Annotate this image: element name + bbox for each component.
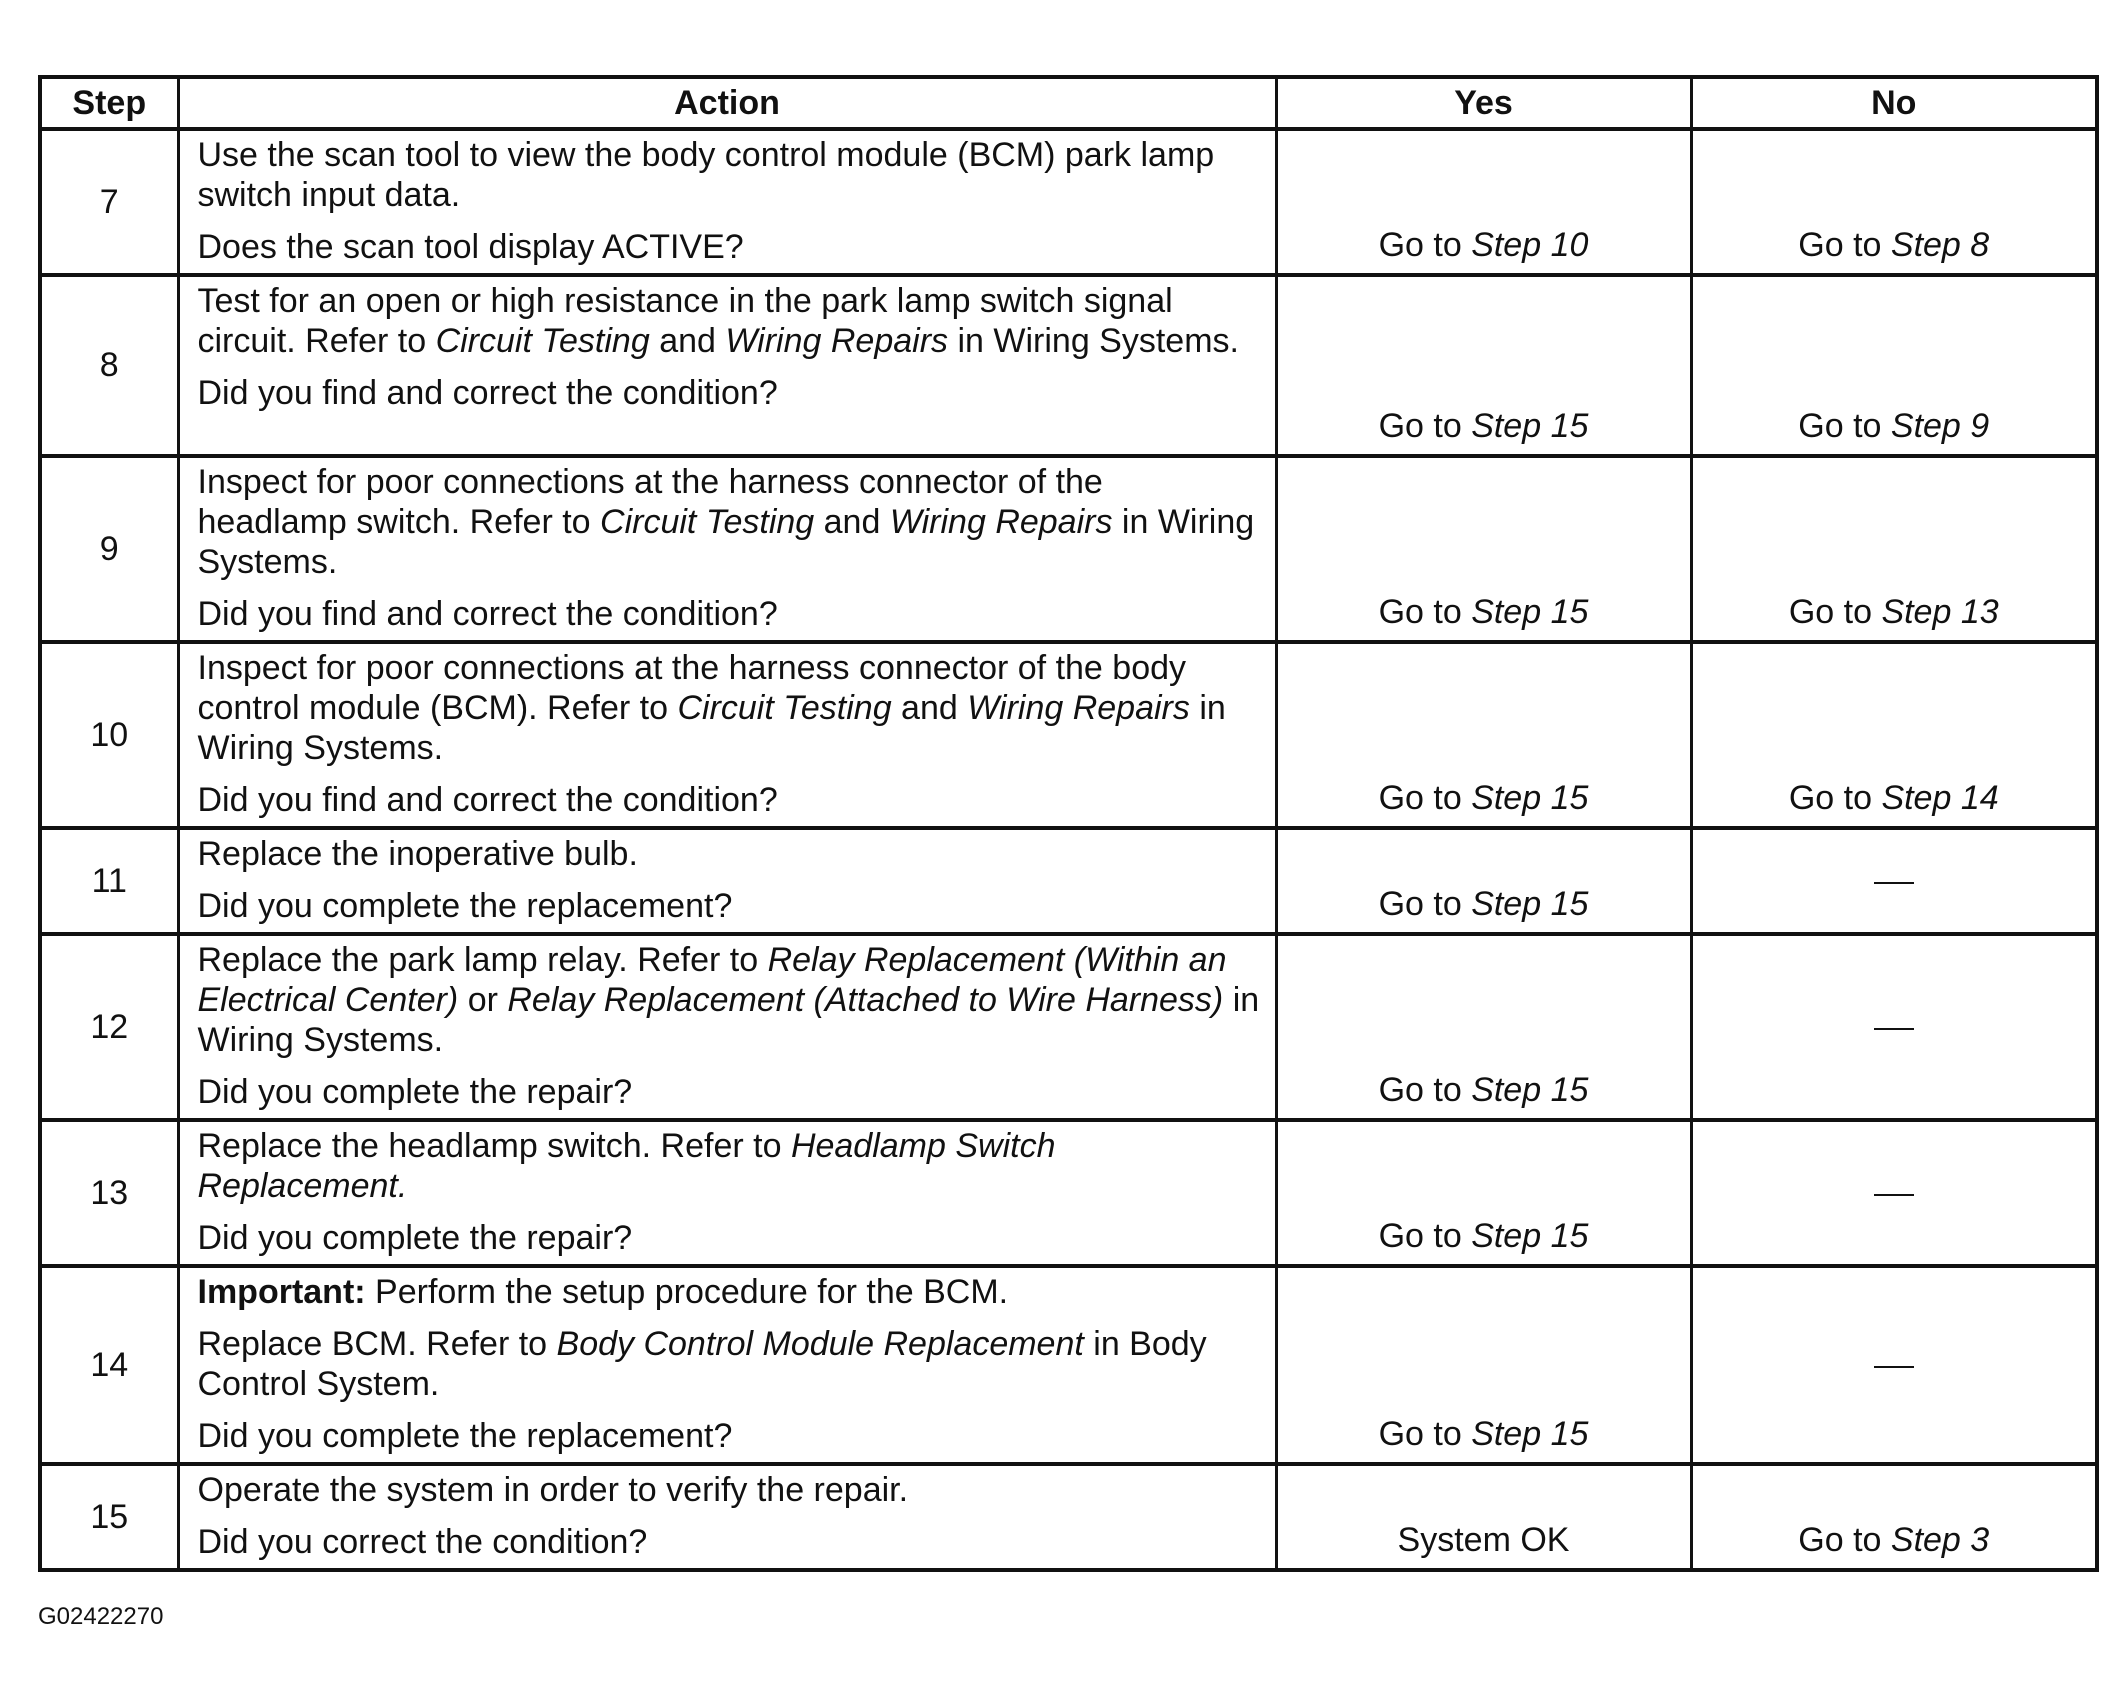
text-run: Did you complete the repair?	[197, 1219, 633, 1257]
em-dash	[1874, 1366, 1914, 1368]
action-cell	[178, 642, 1276, 828]
reference-link-text: Step 9	[1890, 407, 1990, 445]
text-run: Go to	[1798, 1521, 1891, 1559]
reference-link-text: Step 3	[1890, 1521, 1990, 1559]
table-row	[40, 129, 2097, 275]
em-dash	[1874, 1194, 1914, 1196]
figure-id: G02422270	[38, 1603, 164, 1630]
reference-link-text: Step 14	[1881, 779, 1999, 817]
text-run: Go to	[1378, 407, 1472, 445]
action-question	[198, 1218, 1261, 1258]
action-instruction	[198, 1470, 1261, 1510]
text-run: Did you find and correct the condition?	[197, 781, 778, 819]
header-step: Step	[40, 77, 178, 129]
yes-result	[1276, 275, 1691, 456]
yes-result	[1276, 828, 1691, 934]
header-action: Action	[178, 77, 1276, 129]
text-run: Replace the park lamp relay. Refer to	[197, 941, 768, 979]
reference-link-text: Step 15	[1471, 1217, 1589, 1255]
text-run: Go to	[1378, 1415, 1472, 1453]
reference-link-text: Body Control Module Replacement	[556, 1325, 1084, 1363]
step-number: 8	[40, 275, 178, 456]
text-run: Go to	[1378, 593, 1472, 631]
reference-link-text: Step 15	[1471, 779, 1589, 817]
action-cell	[178, 456, 1276, 642]
action-instruction	[198, 1272, 1261, 1312]
table-row	[40, 1464, 2097, 1570]
yes-result	[1276, 456, 1691, 642]
no-result	[1691, 1120, 2097, 1266]
text-run: System OK	[1397, 1521, 1570, 1559]
text-run: and	[814, 503, 890, 541]
yes-result	[1276, 642, 1691, 828]
table-row	[40, 275, 2097, 456]
text-run: Go to	[1378, 885, 1472, 923]
no-result	[1691, 828, 2097, 934]
reference-link-text: Step 15	[1471, 407, 1589, 445]
action-question	[198, 780, 1261, 820]
text-run: Did you complete the repair?	[197, 1073, 633, 1111]
text-run: Inspect for poor connections at the harness connector of the headlamp switch. Refer to	[197, 463, 1103, 541]
no-result	[1691, 129, 2097, 275]
action-question	[198, 1416, 1261, 1456]
text-run: Test for an open or high resistance in the park lamp switch signal circuit. Refer to	[197, 282, 1173, 360]
step-number: 9	[40, 456, 178, 642]
step-number: 13	[40, 1120, 178, 1266]
text-run: Go to	[1788, 593, 1882, 631]
step-number: 15	[40, 1464, 178, 1570]
yes-result	[1276, 1464, 1691, 1570]
yes-result	[1276, 1266, 1691, 1464]
bold-text: Important:	[197, 1273, 366, 1311]
header-no: No	[1691, 77, 2097, 129]
no-result	[1691, 1266, 2097, 1464]
table-row	[40, 828, 2097, 934]
em-dash	[1874, 1028, 1914, 1030]
text-run: Did you find and correct the condition?	[197, 595, 778, 633]
text-run: Replace the inoperative bulb.	[197, 835, 638, 873]
action-cell	[178, 1266, 1276, 1464]
action-cell	[178, 1464, 1276, 1570]
action-instruction	[198, 135, 1261, 215]
text-run: in Wiring Systems.	[197, 689, 1226, 767]
text-run: Go to	[1788, 779, 1882, 817]
reference-link-text: Relay Replacement (Attached to Wire Harness)	[507, 981, 1224, 1019]
action-question	[198, 886, 1261, 926]
no-result	[1691, 275, 2097, 456]
text-run: Did you complete the replacement?	[197, 1417, 733, 1455]
table-header-row	[40, 77, 2097, 129]
reference-link-text: Circuit Testing	[677, 689, 892, 727]
action-instruction	[198, 940, 1261, 1060]
reference-link-text: Wiring Repairs	[725, 322, 949, 360]
text-run: Replace the headlamp switch. Refer to	[197, 1127, 791, 1165]
table-row	[40, 1266, 2097, 1464]
text-run: and	[649, 322, 726, 360]
reference-link-text: Wiring Repairs	[889, 503, 1113, 541]
text-run: and	[891, 689, 968, 727]
table-row	[40, 642, 2097, 828]
text-run: Does the scan tool display ACTIVE?	[197, 228, 744, 266]
action-question	[198, 373, 1261, 413]
action-cell	[178, 275, 1276, 456]
reference-link-text: Headlamp Switch Replacement.	[197, 1127, 1056, 1205]
diagnostic-table	[38, 75, 2099, 1572]
reference-link-text: Step 15	[1471, 885, 1589, 923]
text-run: in Wiring Systems.	[197, 981, 1260, 1059]
action-instruction	[198, 1126, 1261, 1206]
reference-link-text: Step 15	[1471, 1071, 1589, 1109]
reference-link-text: Step 8	[1890, 226, 1990, 264]
text-run: Go to	[1798, 407, 1891, 445]
text-run: Go to	[1378, 226, 1472, 264]
text-run: in Body Control System.	[197, 1325, 1207, 1403]
yes-result	[1276, 1120, 1691, 1266]
step-number: 14	[40, 1266, 178, 1464]
text-run: in Wiring Systems.	[197, 503, 1255, 581]
action-cell	[178, 1120, 1276, 1266]
action-cell	[178, 129, 1276, 275]
reference-link-text: Step 15	[1471, 1415, 1589, 1453]
yes-result	[1276, 129, 1691, 275]
header-yes: Yes	[1276, 77, 1691, 129]
reference-link-text: Relay Replacement (Within an Electrical Center)	[197, 941, 1227, 1019]
reference-link-text: Step 15	[1471, 593, 1589, 631]
step-number: 11	[40, 828, 178, 934]
text-run: Did you correct the condition?	[197, 1523, 648, 1561]
action-cell	[178, 828, 1276, 934]
action-question	[198, 227, 1261, 267]
text-run: Go to	[1798, 226, 1891, 264]
text-run: Go to	[1378, 779, 1472, 817]
action-instruction	[198, 1324, 1261, 1404]
yes-result	[1276, 934, 1691, 1120]
step-number: 10	[40, 642, 178, 828]
text-run: in Wiring Systems.	[948, 322, 1239, 360]
action-instruction	[198, 834, 1261, 874]
action-question	[198, 1522, 1261, 1562]
reference-link-text: Wiring Repairs	[967, 689, 1190, 727]
action-question	[198, 1072, 1261, 1112]
text-run: Inspect for poor connections at the harness connector of the body control module (BCM). Refer to	[197, 649, 1187, 727]
text-run: Did you find and correct the condition?	[197, 374, 778, 412]
text-run: Perform the setup procedure for the BCM.	[365, 1273, 1009, 1311]
no-result	[1691, 456, 2097, 642]
em-dash	[1874, 882, 1914, 884]
reference-link-text: Step 13	[1881, 593, 1999, 631]
text-run: Operate the system in order to verify the repair.	[197, 1471, 909, 1509]
table-row	[40, 934, 2097, 1120]
action-instruction	[198, 462, 1261, 582]
text-run: Did you complete the replacement?	[197, 887, 733, 925]
no-result	[1691, 934, 2097, 1120]
no-result	[1691, 1464, 2097, 1570]
step-number: 12	[40, 934, 178, 1120]
table-row	[40, 1120, 2097, 1266]
text-run: or	[458, 981, 508, 1019]
no-result	[1691, 642, 2097, 828]
action-instruction	[198, 648, 1261, 768]
reference-link-text: Step 10	[1471, 226, 1589, 264]
action-instruction	[198, 281, 1261, 361]
table-body	[40, 129, 2097, 1570]
text-run: Go to	[1378, 1071, 1472, 1109]
action-question	[198, 594, 1261, 634]
reference-link-text: Circuit Testing	[600, 503, 815, 541]
step-number: 7	[40, 129, 178, 275]
table-row	[40, 456, 2097, 642]
reference-link-text: Circuit Testing	[435, 322, 650, 360]
text-run: Go to	[1378, 1217, 1472, 1255]
text-run: Use the scan tool to view the body control module (BCM) park lamp switch input data.	[197, 136, 1215, 214]
action-cell	[178, 934, 1276, 1120]
text-run: Replace BCM. Refer to	[197, 1325, 557, 1363]
